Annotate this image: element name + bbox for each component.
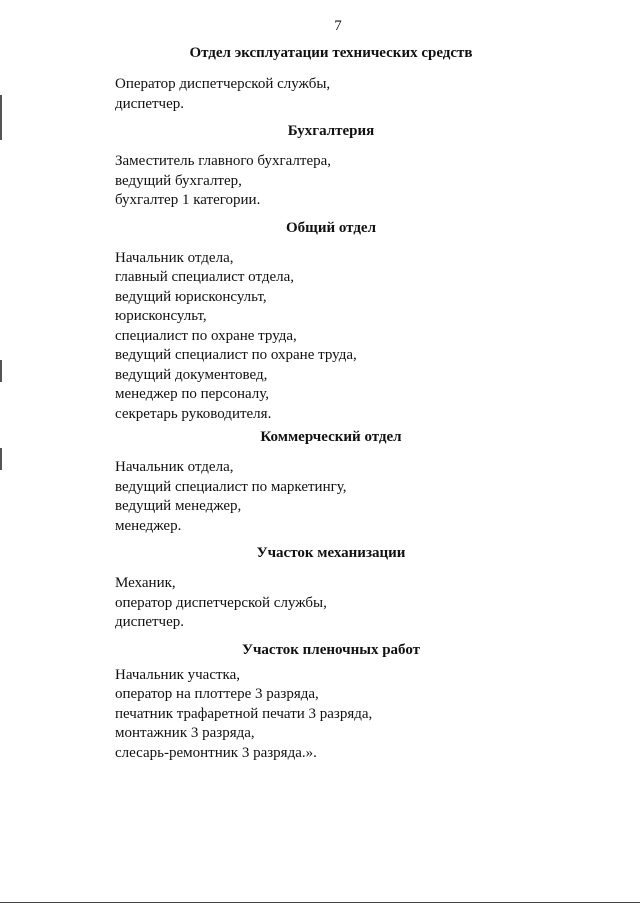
position-item: Заместитель главного бухгалтера, — [115, 153, 332, 169]
position-item: диспетчер. — [115, 95, 185, 112]
section-heading: Участок механизации — [256, 545, 406, 561]
position-item: ведущий юрисконсульт, — [115, 288, 267, 305]
position-item: специалист по охране труда, — [115, 327, 297, 344]
position-list — [115, 152, 535, 211]
position-item: главный специалист отдела, — [115, 269, 295, 285]
section-heading: Бухгалтерия — [287, 123, 375, 139]
scan-edge-mark — [0, 448, 2, 470]
section-heading: Общий отдел — [286, 219, 376, 236]
section-heading: Коммерческий отдел — [260, 429, 402, 445]
page-number: 7 — [334, 18, 342, 34]
scan-edge-mark — [0, 360, 2, 382]
position-item: Начальник отдела, — [115, 459, 234, 475]
position-item: секретарь руководителя. — [115, 405, 272, 422]
position-item: печатник трафаретной печати 3 разряда, — [115, 705, 373, 722]
position-item: Начальник участка, — [115, 666, 241, 683]
position-item: юрисконсульт, — [115, 308, 207, 324]
position-item: оператор диспетчерской службы, — [115, 594, 327, 611]
position-item: ведущий специалист по маркетингу, — [115, 478, 347, 495]
position-list — [115, 249, 535, 425]
position-item: Начальник отдела, — [115, 249, 234, 266]
position-item: монтажник 3 разряда, — [115, 725, 255, 741]
position-item: менеджер. — [115, 517, 182, 534]
section-mechanization — [115, 544, 535, 633]
section-film-works — [115, 641, 535, 764]
position-item: Механик, — [115, 575, 176, 591]
position-list — [115, 574, 535, 633]
position-item: менеджер по персоналу, — [115, 386, 270, 402]
position-item: слесарь-ремонтник 3 разряда.». — [115, 744, 317, 761]
position-item: ведущий менеджер, — [115, 498, 242, 514]
position-item: ведущий документовед, — [115, 366, 268, 383]
position-item: оператор на плоттере 3 разряда, — [115, 686, 319, 702]
position-list — [115, 666, 535, 764]
position-item: диспетчер. — [115, 614, 185, 630]
position-item: ведущий бухгалтер, — [115, 172, 242, 189]
position-item: бухгалтер 1 категории. — [115, 192, 261, 208]
document-body — [115, 44, 535, 763]
section-heading: Отдел эксплуатации технических средств — [189, 45, 473, 61]
position-list — [115, 458, 535, 536]
section-equipment-operation — [115, 44, 535, 114]
scan-bottom-edge — [0, 902, 640, 903]
position-item: Оператор диспетчерской службы, — [115, 76, 331, 92]
section-accounting — [115, 122, 535, 211]
position-list — [115, 75, 535, 114]
section-heading: Участок пленочных работ — [241, 641, 421, 658]
position-item: ведущий специалист по охране труда, — [115, 347, 357, 363]
section-commercial-department — [115, 428, 535, 536]
scan-edge-mark — [0, 95, 2, 140]
section-general-department — [115, 219, 535, 425]
